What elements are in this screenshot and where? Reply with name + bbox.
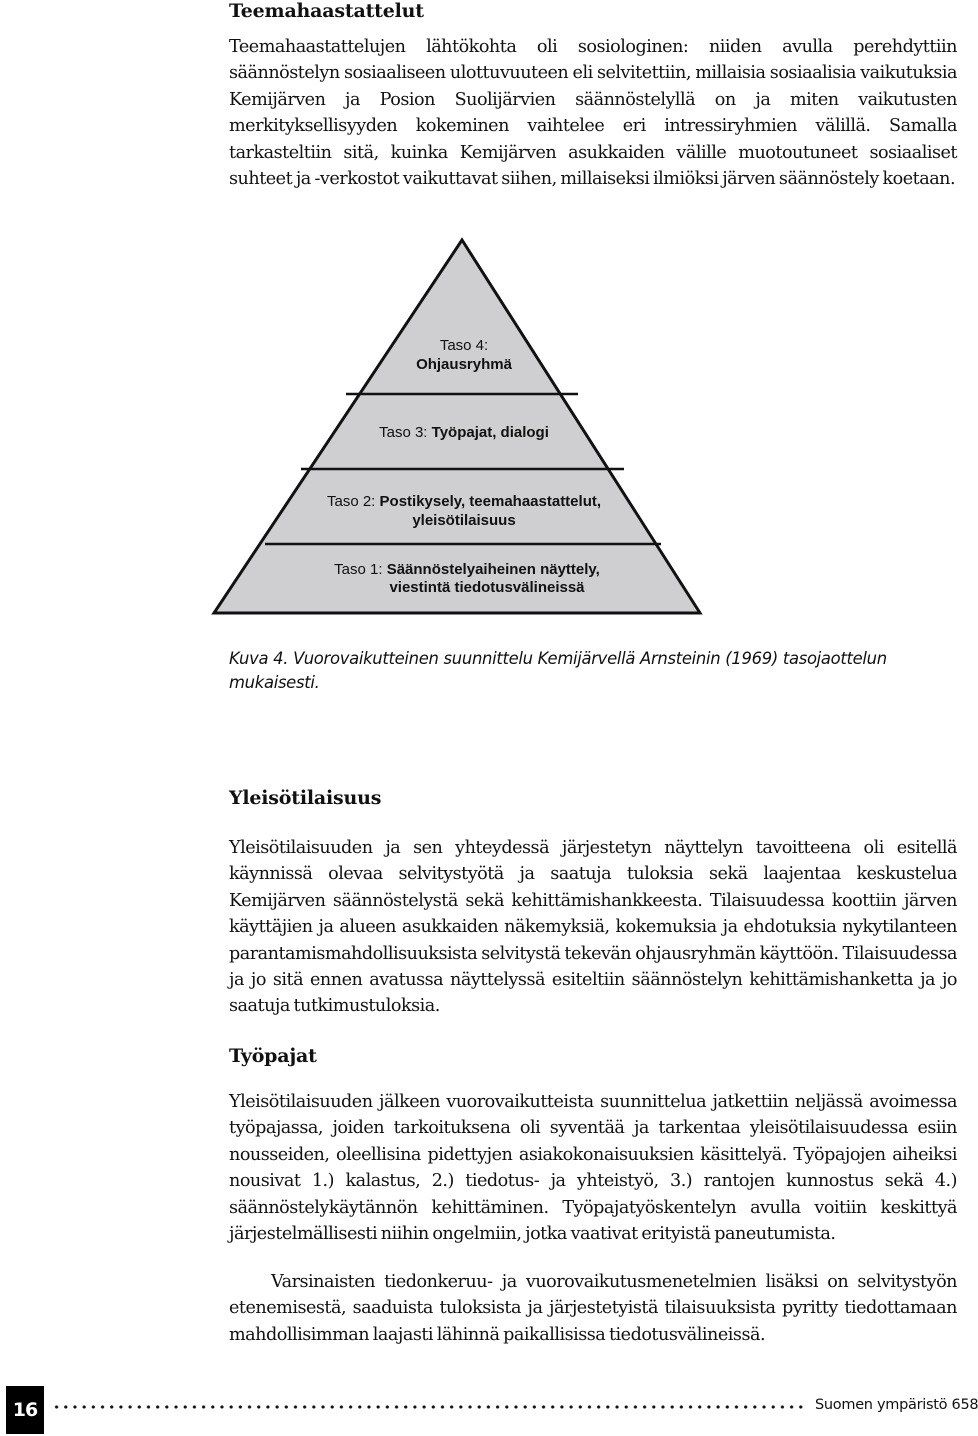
level-3-text: Työpajat, dialogi <box>431 424 549 441</box>
figure-caption: Kuva 4. Vuorovaikutteinen suunnittelu Kemijärvellä Arnsteinin (1969) tasojaottelun mukaisesti. <box>229 649 887 692</box>
paragraph-yleisotilaisuus: Yleisötilaisuuden ja sen yhteydessä järjestetyn näyttelyn tavoitteena oli esitellä käynnissä olevaa selvitystyötä ja saatuja tuloksia sekä laajentaa keskustelua Kemijärven säännöstelystä sekä kehittämishankkeesta. Tilaisuudessa koottiin järven käyttäjien ja alueen asukkaiden näkemyksiä, kokemuksia ja ehdotuksia nykytilanteen parantamismahdollisuuksista selvitystä tekevän ohjausryhmän käyttöön. Tilaisuudessa ja jo sitä ennen avatussa näyttelyssä esiteltiin säännöstelyn kehittämishanketta ja jo saatuja tutkimustuloksia. <box>229 838 957 1017</box>
series-title: Suomen ympäristö 658 <box>815 1397 978 1413</box>
page-footer <box>0 1386 978 1436</box>
level-2-label <box>327 493 601 510</box>
level-2-line-2: yleisötilaisuus <box>412 512 516 529</box>
pyramid-diagram <box>205 236 705 620</box>
dotted-leader <box>52 1402 804 1412</box>
page-number: 16 <box>6 1386 44 1434</box>
level-1-text: Säännöstelyaiheinen näyttely, <box>386 561 600 578</box>
section-heading-tyopajat: Työpajat <box>229 1045 317 1067</box>
level-4-prefix: Taso 4: <box>439 337 489 354</box>
level-1-prefix: Taso 1: <box>334 561 383 578</box>
level-3-prefix: Taso 3: <box>379 424 428 441</box>
level-2-prefix: Taso 2: <box>326 493 376 510</box>
level-1-label <box>334 561 600 578</box>
section-heading-teemahaastattelut: Teemahaastattelut <box>229 0 424 22</box>
level-4-label: Ohjausryhmä <box>416 356 512 373</box>
paragraph-tyopajat-2: Varsinaisten tiedonkeruu- ja vuorovaikutusmenetelmien lisäksi on selvitystyön etenemisestä, saaduista tuloksista ja järjestetyistä tilaisuuksista pyritty tiedottamaan mahdollisimman laajasti lähinnä paikallisissa tiedotusvälineissä. <box>229 1272 957 1345</box>
paragraph-tyopajat-1: Yleisötilaisuuden jälkeen vuorovaikutteista suunnittelua jatkettiin neljässä avoimessa työpajassa, joiden tarkoituksena oli syventää ja tarkentaa yleisötilaisuudessa esiin nousseiden, oleellisina pidettyjen asiakokonaisuuksien käsittelyä. Työpajojen aiheiksi nousivat 1.) kalastus, 2.) tiedotus- ja yhteistyö, 3.) rantojen kunnostus sekä 4.) säännöstelykäytännön kehittäminen. Työpajatyöskentelyn avulla voitiin keskittyä järjestelmällisesti niihin ongelmiin, jotka vaativat erityistä paneutumista. <box>229 1092 957 1245</box>
level-3-label <box>379 424 549 441</box>
level-2-text: Postikysely, teemahaastattelut, <box>379 493 602 510</box>
section-heading-yleisotilaisuus: Yleisötilaisuus <box>229 787 382 809</box>
paragraph-teemahaastattelut: Teemahaastattelujen lähtökohta oli sosiologinen: niiden avulla perehdyttiin säännöstelyn sosiaaliseen ulottuvuuteen eli selvitettiin, millaisia sosiaalisia vaikutuksia Kemijärven ja Posion Suolijärvien säännöstelyllä on ja miten vaikutusten merkityksellisyyden kokeminen vaihtelee eri intressiryhmien välillä. Samalla tarkasteltiin sitä, kuinka Kemijärven asukkaiden välille muotoutuneet sosiaaliset suhteet ja -verkostot vaikuttavat siihen, millaiseksi ilmiöksi järven säännöstely koetaan. <box>229 37 957 190</box>
level-1-line-2: viestintä tiedotusvälineissä <box>389 579 585 596</box>
